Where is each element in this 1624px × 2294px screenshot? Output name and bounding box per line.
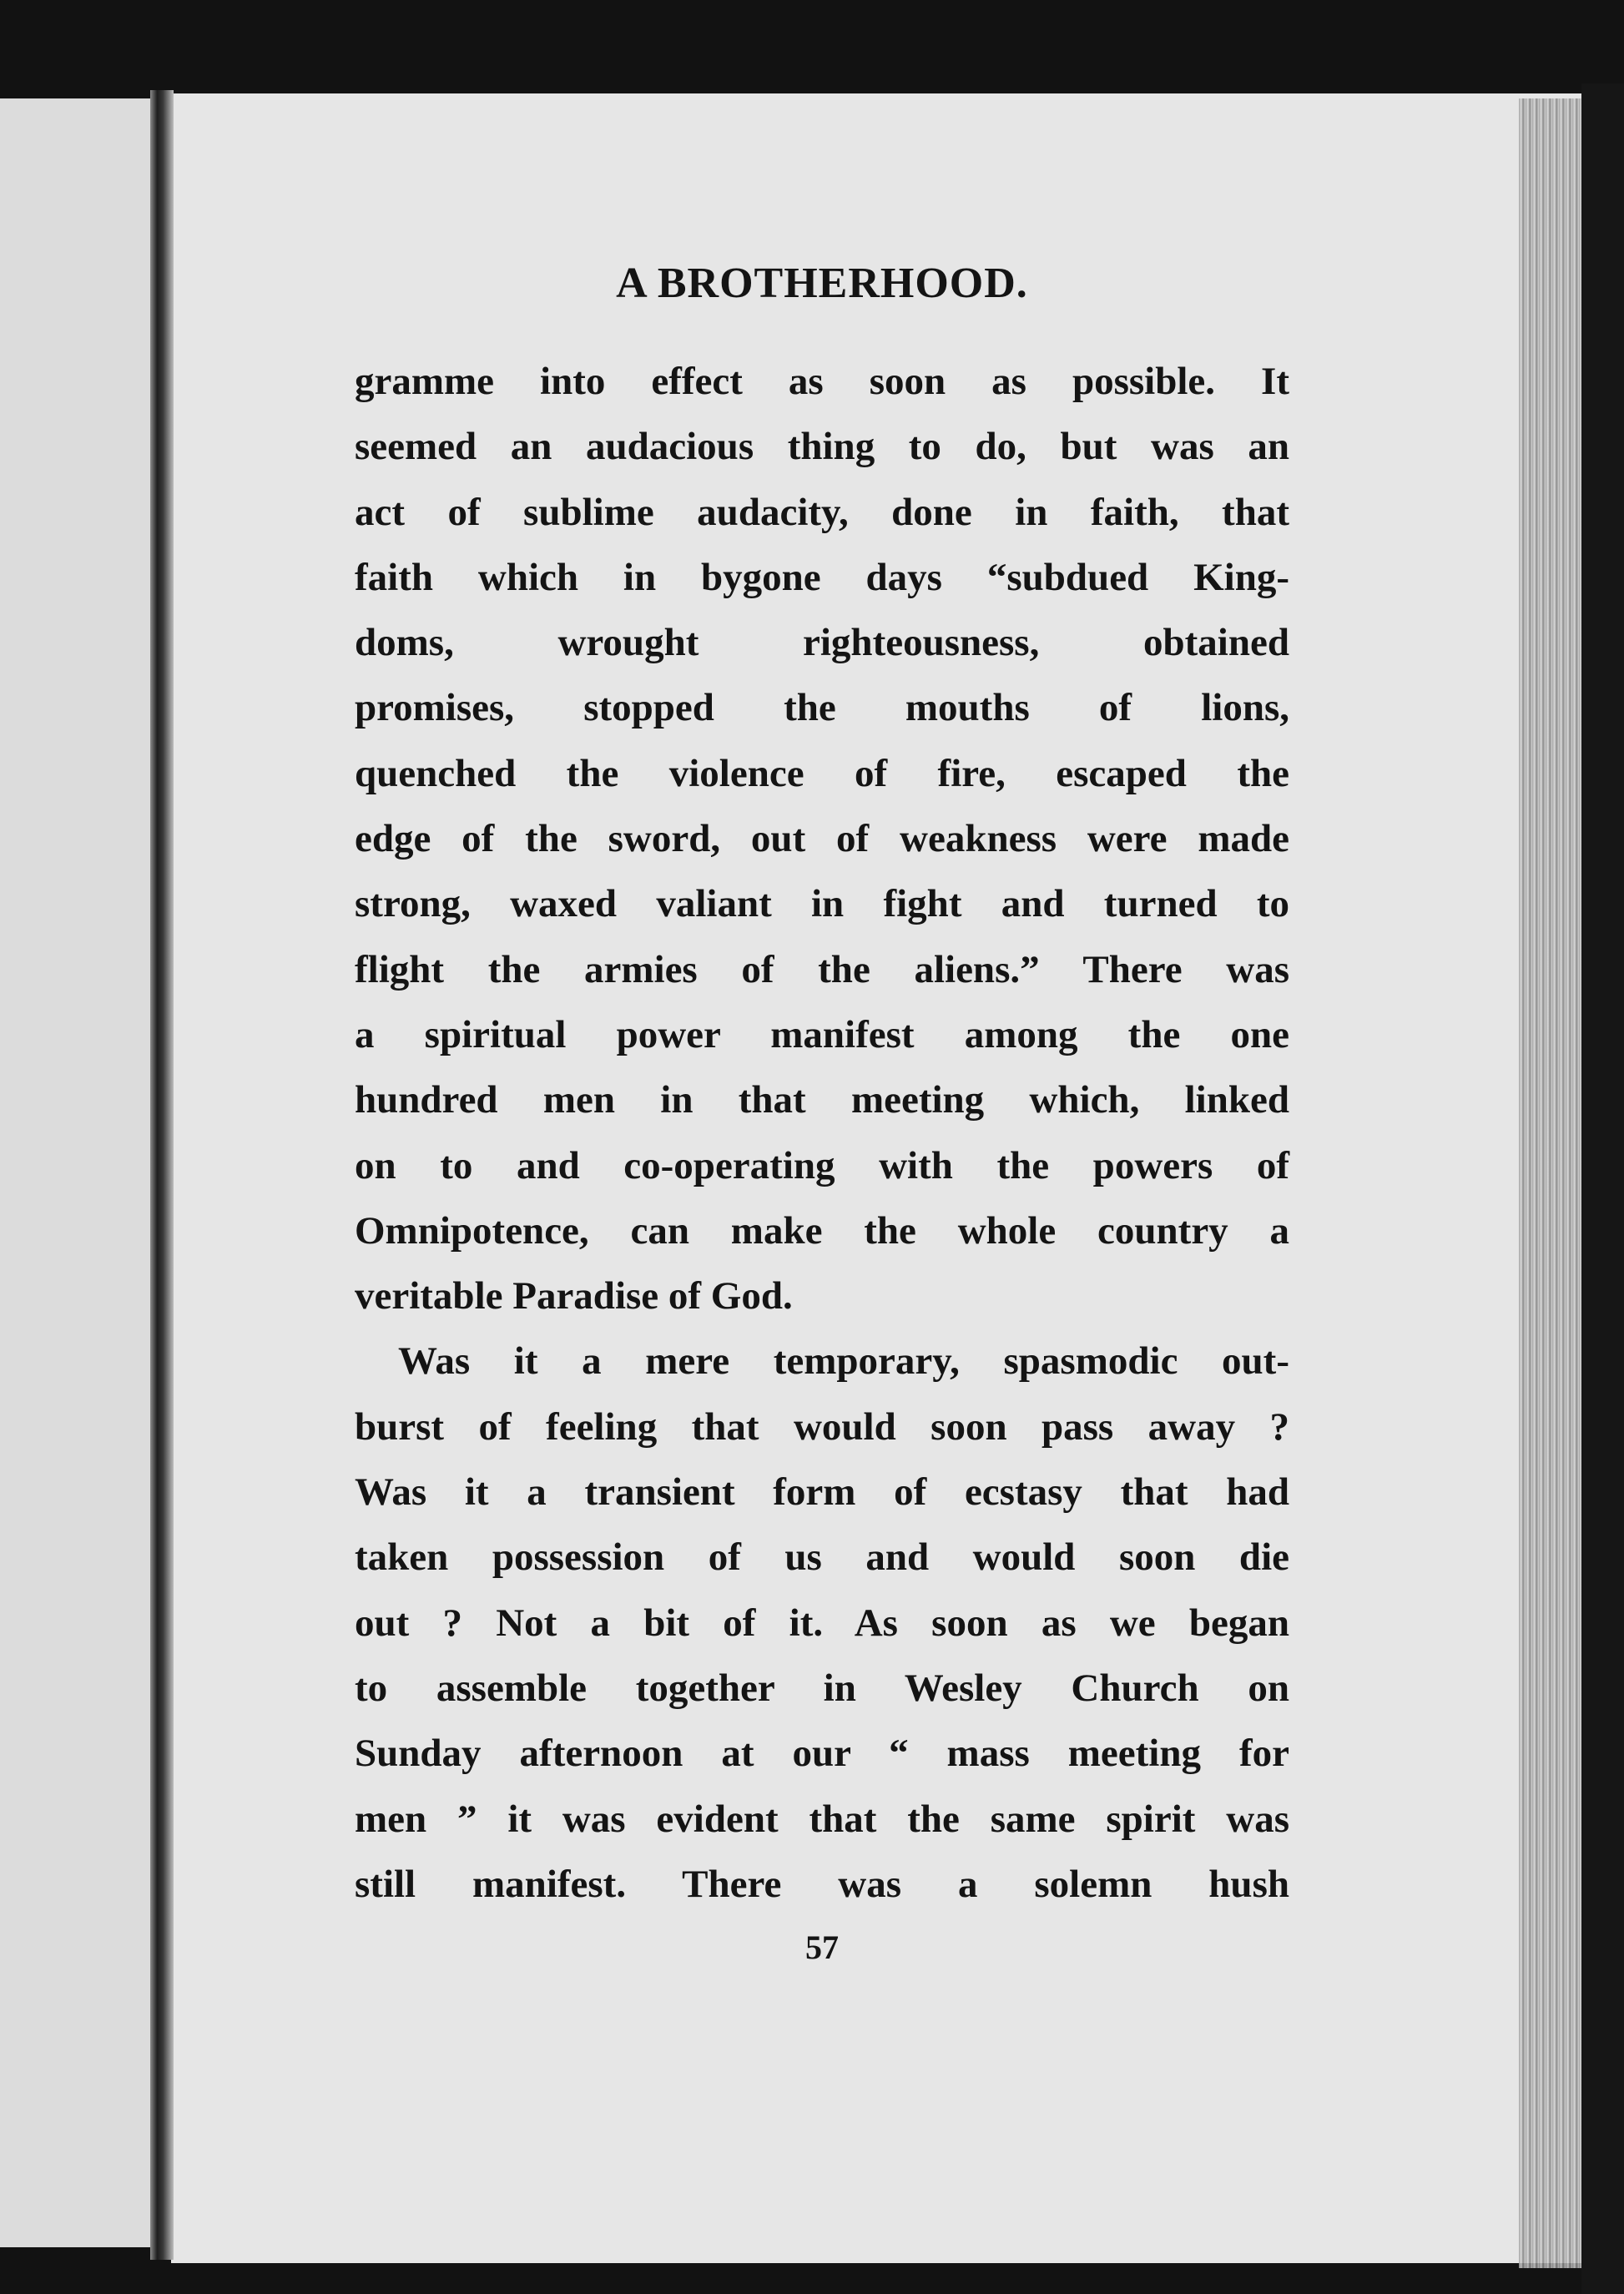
text-line: veritable Paradise of God. xyxy=(355,1274,793,1318)
scan-border xyxy=(1581,83,1624,2294)
paragraph-1 xyxy=(355,349,1289,1329)
text-line: flight the armies of the aliens.” There was xyxy=(355,947,1289,991)
text-line: strong, waxed valiant in fight and turned to xyxy=(355,882,1289,926)
text-line: seemed an audacious thing to do, but was an xyxy=(355,425,1289,469)
text-line: burst of feeling that would soon pass away ? xyxy=(355,1404,1289,1449)
text-line: on to and co-operating with the powers of xyxy=(355,1143,1289,1187)
text-line: act of sublime audacity, done in faith, that xyxy=(355,490,1289,534)
page-text-block xyxy=(355,259,1289,1966)
page-number: 57 xyxy=(805,1928,839,1966)
text-line: doms, wrought righteousness, obtained xyxy=(355,621,1289,665)
text-line: Sunday afternoon at our “ mass meeting for xyxy=(355,1732,1289,1776)
text-line: taken possession of us and would soon die xyxy=(355,1535,1289,1580)
text-line: faith which in bygone days “subdued King- xyxy=(355,555,1289,599)
text-line: a spiritual power manifest among the one xyxy=(355,1012,1289,1056)
text-line: to assemble together in Wesley Church on xyxy=(355,1666,1289,1710)
text-line: promises, stopped the mouths of lions, xyxy=(355,686,1289,730)
text-line: edge of the sword, out of weakness were made xyxy=(355,817,1289,861)
text-line: hundred men in that meeting which, linked xyxy=(355,1078,1289,1122)
book-gutter xyxy=(150,90,174,2260)
left-page-edge xyxy=(0,98,155,2247)
text-line: Was it a transient form of ecstasy that had xyxy=(355,1470,1289,1515)
text-line: still manifest. There was a solemn hush xyxy=(355,1862,1289,1906)
page-stack-edge xyxy=(1519,98,1586,2268)
paragraph-2 xyxy=(355,1329,1289,1917)
text-line: Was it a mere temporary, spasmodic out- xyxy=(398,1339,1289,1384)
text-line: out ? Not a bit of it. As soon as we began xyxy=(355,1601,1289,1645)
text-line: quenched the violence of fire, escaped the xyxy=(355,751,1289,795)
text-line: gramme into effect as soon as possible. It xyxy=(355,360,1289,403)
text-line: men ” it was evident that the same spirit was xyxy=(355,1797,1289,1841)
text-line: Omnipotence, can make the whole country a xyxy=(355,1208,1289,1253)
running-head: A BROTHERHOOD. xyxy=(616,260,1028,307)
